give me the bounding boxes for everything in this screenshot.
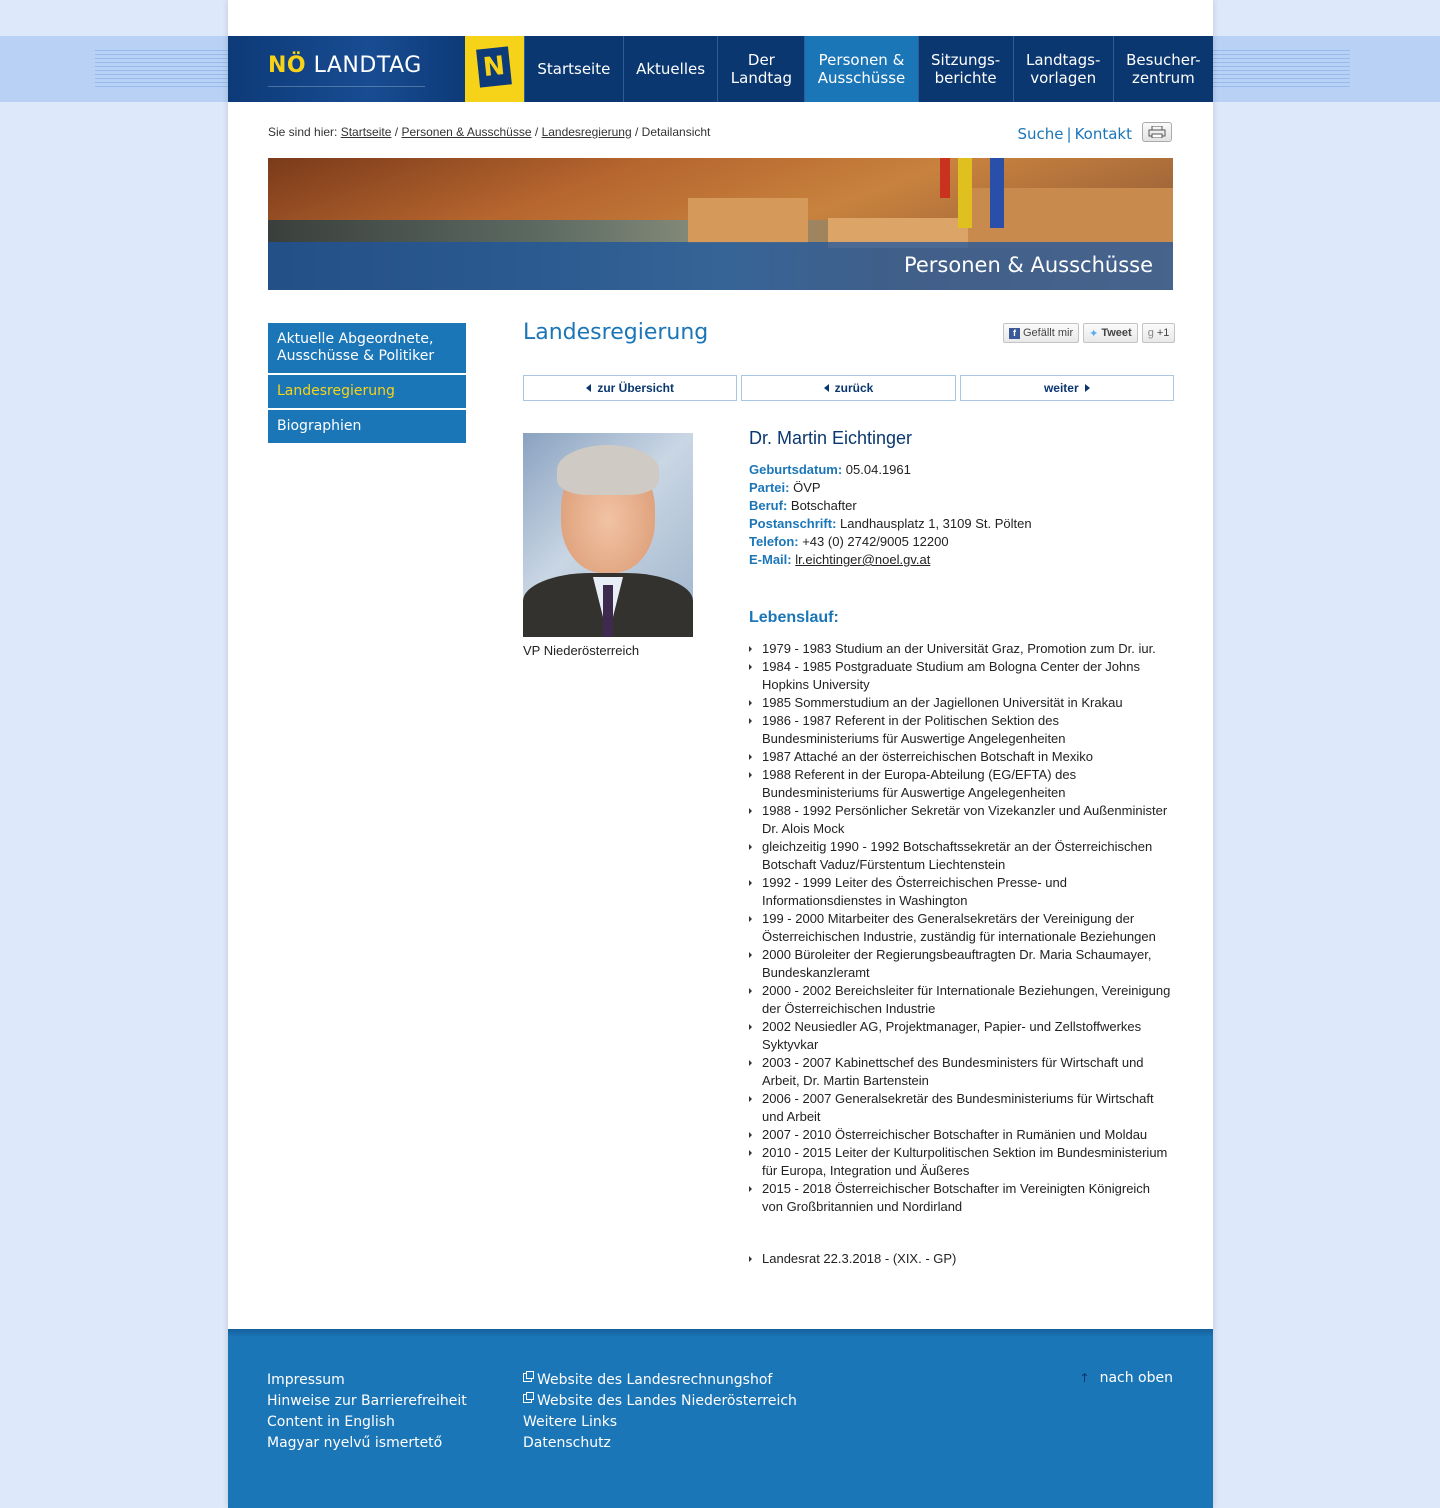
- sidebar-nav: [268, 323, 466, 445]
- main-nav: [524, 36, 1213, 102]
- decorative-lines-right: [1210, 50, 1350, 88]
- breadcrumb-current: Detailansicht: [641, 125, 711, 139]
- birthdate-row: Geburtsdatum: 05.04.1961: [749, 462, 911, 477]
- footer-accessibility-link[interactable]: Hinweise zur Barrierefreiheit: [267, 1393, 467, 1409]
- person-name: Dr. Martin Eichtinger: [749, 428, 913, 448]
- phone-row: Telefon: +43 (0) 2742/9005 12200: [749, 534, 949, 549]
- footer-impressum-link[interactable]: Impressum: [267, 1372, 345, 1388]
- nav-startseite[interactable]: Startseite: [524, 36, 623, 102]
- facebook-like-button[interactable]: [1003, 323, 1079, 343]
- list-item: 2010 - 2015 Leiter der Kulturpolitischen Sektion im Bundesministerium für Europa, Integration und Äußeres: [749, 1144, 1174, 1180]
- breadcrumb-separator: /: [534, 125, 539, 139]
- list-item: 1988 - 1992 Persönlicher Sekretär von Vizekanzler und Außenminister Dr. Alois Mock: [749, 802, 1174, 838]
- cv-extra-list: [749, 1250, 1174, 1268]
- tweet-button[interactable]: [1083, 323, 1138, 343]
- search-link[interactable]: Suche: [1017, 125, 1064, 143]
- breadcrumb-personen[interactable]: Personen & Ausschüsse: [401, 125, 532, 139]
- footer-column-1: [267, 1370, 467, 1454]
- list-item: Landesrat 22.3.2018 - (XIX. - GP): [749, 1250, 1174, 1268]
- cv-list: [749, 640, 1174, 1216]
- top-links: [1018, 125, 1133, 143]
- breadcrumb: [268, 125, 710, 139]
- sidebar-item-biographien[interactable]: Biographien: [268, 410, 466, 443]
- list-item: 2015 - 2018 Österreichischer Botschafter im Vereinigten Königreich von Großbritannien und Nordirland: [749, 1180, 1174, 1216]
- list-item: 2006 - 2007 Generalsekretär des Bundesministeriums für Wirtschaft und Arbeit: [749, 1090, 1174, 1126]
- site-footer: [228, 1329, 1213, 1508]
- nav-landtagsvorlagen[interactable]: Landtags- vorlagen: [1013, 36, 1113, 102]
- sidebar-item-landesregierung[interactable]: Landesregierung: [268, 375, 466, 408]
- banner-title: Personen & Ausschüsse: [903, 253, 1153, 277]
- portrait-photo: [523, 433, 693, 637]
- site-header: [228, 36, 1213, 102]
- facebook-icon: f: [1009, 328, 1020, 339]
- page-container: [228, 0, 1213, 1508]
- next-button[interactable]: [960, 375, 1174, 401]
- triangle-right-icon: [1085, 384, 1090, 392]
- printer-icon: [1148, 126, 1166, 138]
- footer-land-noe-link[interactable]: [523, 1391, 797, 1412]
- list-item: 1992 - 1999 Leiter des Österreichischen Presse- und Informationsdienstes in Washington: [749, 874, 1174, 910]
- footer-more-links-link[interactable]: Weitere Links: [523, 1414, 618, 1430]
- list-item: 2007 - 2010 Österreichischer Botschafter in Rumänien und Moldau: [749, 1126, 1174, 1144]
- detail-navigation: [523, 375, 1174, 401]
- twitter-icon: ✦: [1089, 327, 1099, 340]
- back-to-top-label: nach oben: [1099, 1370, 1173, 1386]
- footer-land-noe-label: Website des Landes Niederösterreich: [537, 1393, 797, 1409]
- breadcrumb-landesregierung[interactable]: Landesregierung: [541, 125, 632, 139]
- person-details: [749, 428, 1174, 569]
- list-item: 1984 - 1985 Postgraduate Studium am Bologna Center der Johns Hopkins University: [749, 658, 1174, 694]
- footer-stripe: [228, 1329, 1213, 1337]
- cv-heading: Lebenslauf:: [749, 609, 839, 626]
- decorative-lines-left: [95, 50, 235, 88]
- list-item: 2002 Neusiedler AG, Projektmanager, Papier- und Zellstoffwerkes Syktyvkar: [749, 1018, 1174, 1054]
- back-to-top-link[interactable]: [1080, 1370, 1173, 1386]
- google-plus-icon: g: [1147, 327, 1154, 339]
- external-link-icon: [523, 1394, 532, 1403]
- facebook-like-label: Gefällt mir: [1023, 327, 1074, 339]
- list-item: 2003 - 2007 Kabinettschef des Bundesministers für Wirtschaft und Arbeit, Dr. Martin Bartenstein: [749, 1054, 1174, 1090]
- footer-column-2: [523, 1370, 797, 1454]
- contact-link[interactable]: Kontakt: [1074, 125, 1132, 143]
- back-label: zurück: [834, 381, 874, 395]
- nav-der-landtag[interactable]: Der Landtag: [717, 36, 804, 102]
- party-row: Partei: ÖVP: [749, 480, 821, 495]
- next-label: weiter: [1043, 381, 1079, 395]
- footer-privacy-link[interactable]: Datenschutz: [523, 1435, 611, 1451]
- top-links-separator: |: [1066, 125, 1072, 143]
- footer-rechnungshof-label: Website des Landesrechnungshof: [537, 1372, 773, 1388]
- logo-text: NÖ LANDTAG: [268, 53, 422, 78]
- footer-rechnungshof-link[interactable]: [523, 1370, 797, 1391]
- nav-aktuelles[interactable]: Aktuelles: [623, 36, 718, 102]
- triangle-left-icon: [824, 384, 829, 392]
- list-item: 2000 - 2002 Bereichsleiter für Internationale Beziehungen, Vereinigung der Österreichischen Industrie: [749, 982, 1174, 1018]
- nav-sitzungsberichte[interactable]: Sitzungs- berichte: [918, 36, 1013, 102]
- google-plus-label: +1: [1156, 327, 1170, 339]
- nav-personen-ausschuesse[interactable]: Personen & Ausschüsse: [804, 36, 917, 102]
- section-banner: [268, 158, 1173, 290]
- list-item: 1988 Referent in der Europa-Abteilung (EG/EFTA) des Bundesministeriums für Auswertige Angelegenheiten: [749, 766, 1174, 802]
- external-link-icon: [523, 1373, 532, 1382]
- breadcrumb-prefix: Sie sind hier:: [268, 125, 338, 139]
- list-item: 2000 Büroleiter der Regierungsbeauftragten Dr. Maria Schaumayer, Bundeskanzleramt: [749, 946, 1174, 982]
- overview-label: zur Übersicht: [597, 381, 674, 395]
- breadcrumb-separator: /: [634, 125, 639, 139]
- site-logo[interactable]: [228, 36, 465, 102]
- portrait-hair: [557, 445, 659, 495]
- list-item: gleichzeitig 1990 - 1992 Botschaftssekretär an der Österreichischen Botschaft Vaduz/Fürstentum Liechtenstein: [749, 838, 1174, 874]
- breadcrumb-separator: /: [394, 125, 399, 139]
- email-row: E-Mail: lr.eichtinger@noel.gv.at: [749, 552, 931, 567]
- sidebar-item-abgeordnete[interactable]: Aktuelle Abgeordnete, Ausschüsse & Politiker: [268, 323, 466, 373]
- banner-desk: [688, 198, 808, 243]
- print-button[interactable]: [1142, 122, 1172, 142]
- list-item: 1985 Sommerstudium an der Jagiellonen Universität in Krakau: [749, 694, 1174, 712]
- address-row: Postanschrift: Landhausplatz 1, 3109 St. Pölten: [749, 516, 1032, 531]
- back-button[interactable]: [741, 375, 955, 401]
- social-buttons: [1003, 323, 1175, 343]
- banner-flag: [990, 158, 1004, 228]
- google-plus-button[interactable]: [1142, 323, 1176, 343]
- logo-underline: [268, 86, 425, 87]
- profession-row: Beruf: Botschafter: [749, 498, 857, 513]
- portrait-tie: [603, 585, 613, 637]
- photo-caption: VP Niederösterreich: [523, 643, 640, 658]
- overview-button[interactable]: [523, 375, 737, 401]
- noe-badge-icon[interactable]: N: [465, 36, 524, 102]
- banner-flag: [940, 158, 950, 198]
- page-title: Landesregierung: [523, 320, 709, 345]
- list-item: 199 - 2000 Mitarbeiter des Generalsekretärs der Vereinigung der Österreichischen Industrie, zuständig für internationale Beziehungen: [749, 910, 1174, 946]
- nav-besucherzentrum[interactable]: Besucher- zentrum: [1113, 36, 1213, 102]
- list-item: 1979 - 1983 Studium an der Universität Graz, Promotion zum Dr. iur.: [749, 640, 1174, 658]
- footer-english-link[interactable]: Content in English: [267, 1414, 395, 1430]
- tweet-label: Tweet: [1101, 327, 1132, 339]
- list-item: 1986 - 1987 Referent in der Politischen Sektion des Bundesministeriums für Auswertige Angelegenheiten: [749, 712, 1174, 748]
- footer-hungarian-link[interactable]: Magyar nyelvű ismertető: [267, 1435, 443, 1451]
- triangle-left-icon: [586, 384, 591, 392]
- email-link[interactable]: lr.eichtinger@noel.gv.at: [795, 552, 931, 567]
- list-item: 1987 Attaché an der österreichischen Botschaft in Mexiko: [749, 748, 1174, 766]
- arrow-up-icon: ↑: [1079, 1371, 1090, 1385]
- banner-flag: [958, 158, 972, 228]
- person-info: [749, 461, 1174, 569]
- breadcrumb-startseite[interactable]: Startseite: [340, 125, 392, 139]
